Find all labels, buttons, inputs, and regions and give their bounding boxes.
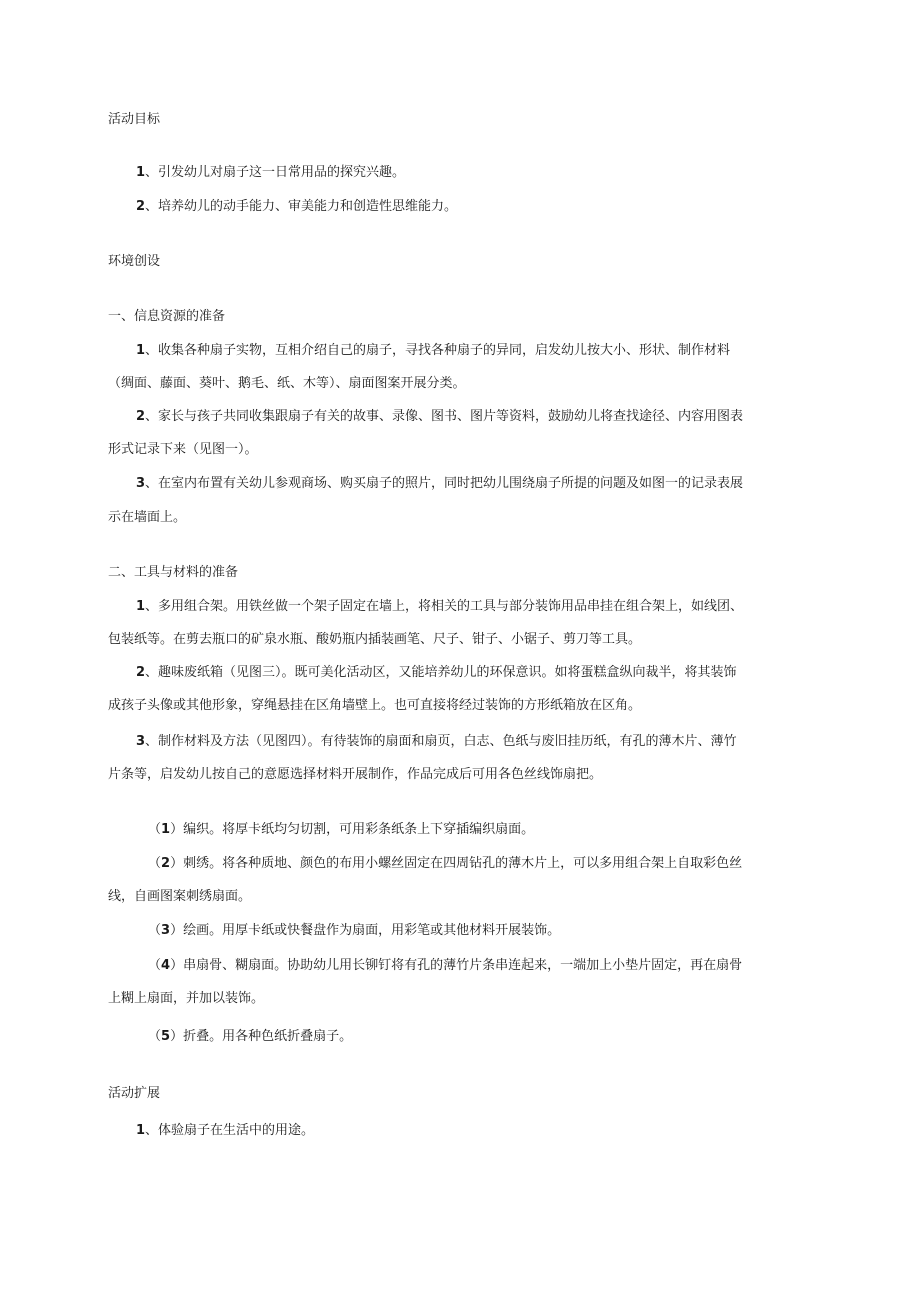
- paren-open: （: [148, 822, 162, 837]
- item-number: 2: [161, 856, 171, 871]
- tool-item-1-line2: 包装纸等。在剪去瓶口的矿泉水瓶、酸奶瓶内插装画笔、尺子、钳子、小锯子、剪刀等工具。: [108, 632, 642, 647]
- item-number: 5: [161, 1029, 171, 1044]
- subheading-info-resources: 一、信息资源的准备: [108, 309, 226, 324]
- tool-item-1-line1: [136, 598, 743, 616]
- info-item-3-line1: [136, 475, 743, 493]
- goal-item-2: [136, 198, 457, 216]
- item-number: 1: [136, 165, 146, 180]
- heading-activity-goals: 活动目标: [108, 112, 161, 127]
- method-item-4-line2: 上糊上扇面，并加以装饰。: [108, 991, 265, 1006]
- item-text: 、收集各种扇子实物，互相介绍自己的扇子，寻找各种扇子的异同，启发幼儿按大小、形状、制作材料: [145, 343, 731, 358]
- item-number: 3: [136, 476, 146, 491]
- item-text: 、体验扇子在生活中的用途。: [145, 1123, 315, 1138]
- tool-item-2-line2: 成孩子头像或其他形象，穿绳悬挂在区角墙壁上。也可直接将经过装饰的方形纸箱放在区角。: [108, 698, 642, 713]
- item-number: 2: [136, 409, 146, 424]
- item-number: 1: [161, 822, 171, 837]
- item-text: 、引发幼儿对扇子这一日常用品的探究兴趣。: [145, 165, 406, 180]
- paren-open: （: [148, 1029, 162, 1044]
- item-number: 1: [136, 343, 146, 358]
- tool-item-3-line2: 片条等，启发幼儿按自己的意愿选择材料开展制作，作品完成后可用各色丝线饰扇把。: [108, 767, 603, 782]
- item-text: ）编织。将厚卡纸均匀切割，可用彩条纸条上下穿插编织扇面。: [170, 822, 535, 837]
- item-number: 3: [161, 923, 171, 938]
- method-item-4-line1: [148, 957, 742, 975]
- extension-item-1: [136, 1122, 314, 1140]
- method-item-1: [148, 821, 534, 839]
- item-text: ）绘画。用厚卡纸或快餐盘作为扇面，用彩笔或其他材料开展装饰。: [170, 923, 561, 938]
- item-text: 、培养幼儿的动手能力、审美能力和创造性思维能力。: [145, 199, 458, 214]
- item-text: 、制作材料及方法（见图四）。有待装饰的扇面和扇页，白志、色纸与废旧挂历纸，有孔的薄木片、薄竹: [145, 734, 737, 749]
- subheading-tools-materials: 二、工具与材料的准备: [108, 565, 239, 580]
- tool-item-3-line1: [136, 733, 737, 751]
- goal-item-1: [136, 164, 405, 182]
- item-text: ）折叠。用各种色纸折叠扇子。: [170, 1029, 353, 1044]
- info-item-2-line2: 形式记录下来（见图一）。: [108, 442, 258, 457]
- item-number: 1: [136, 1123, 146, 1138]
- item-text: 、家长与孩子共同收集跟扇子有关的故事、录像、图书、图片等资料，鼓励幼儿将查找途径、内容用图表: [145, 409, 744, 424]
- method-item-5: [148, 1028, 352, 1046]
- tool-item-2-line1: [136, 664, 737, 682]
- item-text: 、多用组合架。用铁丝做一个架子固定在墙上，将相关的工具与部分装饰用品串挂在组合架上，如线团、: [145, 599, 744, 614]
- info-item-3-line2: 示在墙面上。: [108, 510, 187, 525]
- item-number: 4: [161, 958, 171, 973]
- heading-activity-extension: 活动扩展: [108, 1086, 161, 1101]
- item-number: 1: [136, 599, 146, 614]
- item-number: 2: [136, 199, 146, 214]
- info-item-2-line1: [136, 408, 743, 426]
- heading-environment: 环境创设: [108, 254, 161, 269]
- item-text: 、在室内布置有关幼儿参观商场、购买扇子的照片，同时把幼儿围绕扇子所提的问题及如图一的记录表展: [145, 476, 744, 491]
- paren-open: （: [148, 958, 162, 973]
- paren-open: （: [148, 923, 162, 938]
- item-text: ）刺绣。将各种质地、颜色的布用小螺丝固定在四周钻孔的薄木片上，可以多用组合架上自取彩色丝: [170, 856, 743, 871]
- paren-open: （: [148, 856, 162, 871]
- info-item-1-line1: [136, 342, 730, 360]
- method-item-2-line1: [148, 855, 742, 873]
- info-item-1-line2: （绸面、藤面、葵叶、鹅毛、纸、木等）、扇面图案开展分类。: [108, 376, 466, 391]
- method-item-2-line2: 线，自画图案刺绣扇面。: [108, 889, 252, 904]
- method-item-3: [148, 922, 560, 940]
- item-number: 2: [136, 665, 146, 680]
- item-number: 3: [136, 734, 146, 749]
- item-text: ）串扇骨、糊扇面。协助幼儿用长铆钉将有孔的薄竹片条串连起来，一端加上小垫片固定，再在扇骨: [170, 958, 743, 973]
- item-text: 、趣味废纸箱（见图三）。既可美化活动区，又能培养幼儿的环保意识。如将蛋糕盒纵向裁半，将其装饰: [145, 665, 737, 680]
